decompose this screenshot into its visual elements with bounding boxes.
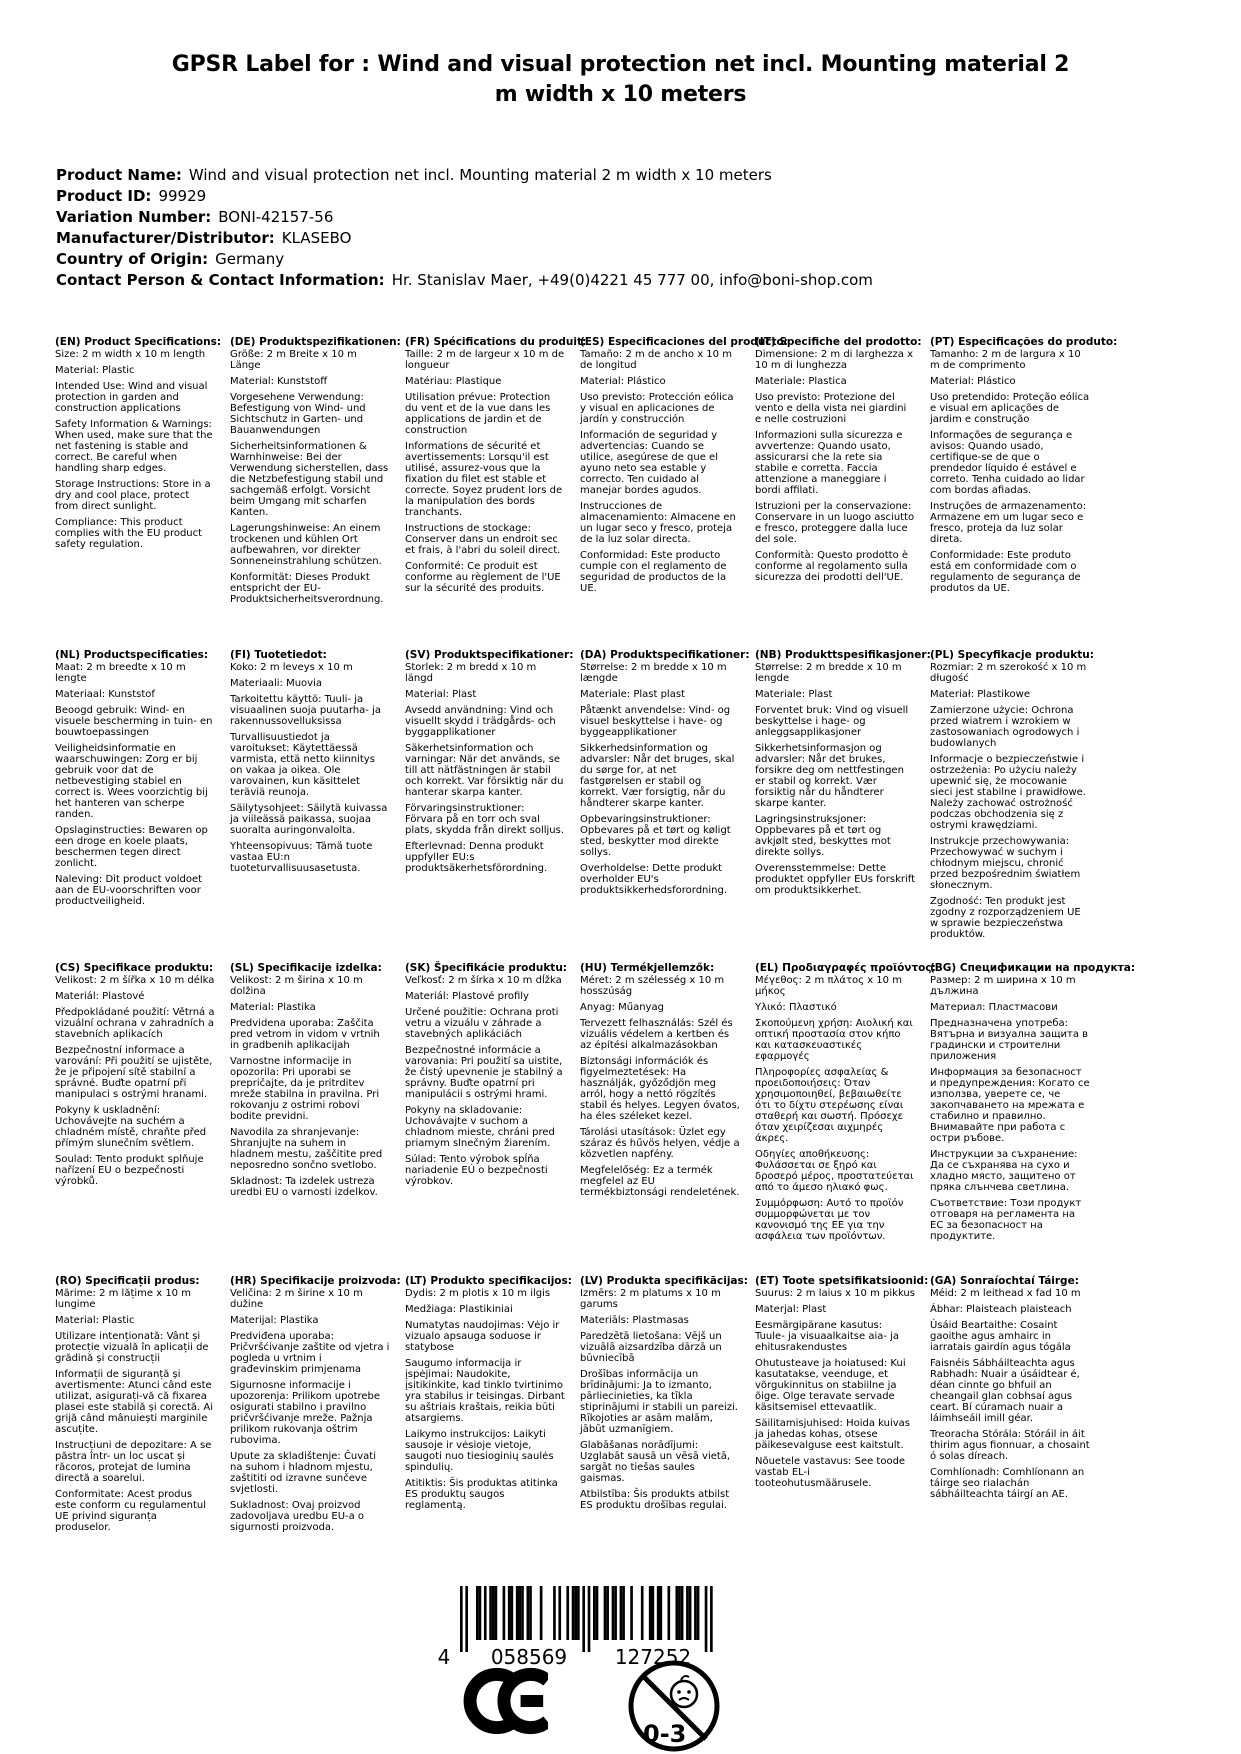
spec-paragraph: Storlek: 2 m bredd x 10 m längd (405, 662, 537, 684)
spec-paragraph: Eesmärgipärane kasutus: Tuule- ja visuaalkaitse aia- ja ehitusrakendustes (755, 1320, 900, 1353)
spec-paragraph: Informații de siguranță și avertismente: Atunci când este utilizat, asigurați-vă că fixarea plasei este stabilă și corectă. Ai grijă când mânuiești marginile ascuțite. (55, 1369, 214, 1435)
spec-paragraph: Faisnéis Sábháilteachta agus Rabhadh: Nuair a úsáidtear é, déan cinnte go bhfuil an cheangail glan cobhsaí agus ceart. Bí cúramach nuair a láimhseáil imill géar. (930, 1358, 1080, 1424)
spec-paragraph: Comhlíonadh: Comhlíonann an táirge seo rialachán sábháilteachta táirgí an AE. (930, 1467, 1085, 1500)
language-block-pt (930, 336, 1118, 599)
spec-paragraph: Υλικό: Πλαστικό (755, 1002, 837, 1013)
spec-paragraph: Opslaginstructies: Bewaren op een droge en koele plaats, beschermen tegen direct zonlicht. (55, 825, 208, 869)
contact-label: Contact Person & Contact Information: (56, 271, 385, 289)
spec-paragraph: Instruções de armazenamento: Armazene em um lugar seco e fresco, proteja da luz solar direta. (930, 501, 1087, 545)
spec-paragraph: Información de seguridad y advertencias: Cuando se utilice, asegúrese de que el ayuno neto sea estable y correcto. Ten cuidado al manejar bordes agudos. (580, 430, 718, 496)
spec-paragraph: Material: Plastic (55, 365, 135, 376)
spec-paragraph: Nõuetele vastavus: See toode vastab EL-i tooteohutusmäärusele. (755, 1456, 906, 1489)
spec-paragraph: Veličina: 2 m širine x 10 m dužine (230, 1288, 363, 1310)
language-block-et (755, 1275, 929, 1494)
spec-paragraph: Paredzētā lietošana: Vējš un vizuālā aizsardzība dārzā un būvniecībā (580, 1331, 722, 1364)
spec-paragraph: Materiale: Plast plast (580, 689, 685, 700)
language-block-hr (230, 1275, 401, 1538)
spec-paragraph: Sikkerhetsinformasjon og advarsler: Når det brukes, forsikre deg om nettfestingen er stabil og korrekt. Vær forsiktig når du håndterer skarpe kanter. (755, 743, 904, 809)
country-of-origin-label: Country of Origin: (56, 250, 209, 268)
spec-paragraph: Säilitamisjuhised: Hoida kuivas ja jahedas kohas, otsese päikesevalguse eest kaitstult. (755, 1418, 911, 1451)
spec-paragraph: Predvidena uporaba: Zaščita pred vetrom in vidom v vrtnih in gradbenih aplikacijah (230, 1018, 380, 1051)
spec-paragraph: Uso previsto: Protezione del vento e della vista nei giardini e nelle costruzioni (755, 392, 907, 425)
page-title: GPSR Label for : Wind and visual protection net incl. Mounting material 2 m width x 10 meters (171, 52, 1070, 107)
spec-paragraph: Veiligheidsinformatie en waarschuwingen: Zorg er bij gebruik voor dat de netbevestiging stabiel en correct is. Wees voorzichtig bij het hanteren van scherpe randen. (55, 743, 208, 820)
spec-paragraph: Numatytas naudojimas: Vėjo ir vizualo apsauga soduose ir statybose (405, 1320, 560, 1353)
language-block-el (755, 962, 936, 1247)
manufacturer-row (56, 228, 873, 249)
spec-paragraph: Материал: Пластмасови (930, 1002, 1058, 1013)
spec-paragraph: Materiale: Plastica (755, 376, 847, 387)
spec-paragraph: Bezpečnostné informácie a varovania: Pri použití sa uistite, že čistý upevnenie je stabilný a správny. Buďte opatrní pri manipulácii s ostrými hrami. (405, 1045, 563, 1100)
spec-paragraph: Méid: 2 m leithead x fad 10 m (930, 1288, 1081, 1299)
spec-paragraph: Säkerhetsinformation och varningar: När det används, se till att nätfästningen är stabil och korrekt. Var försiktig när du hanterar skarpa kanter. (405, 743, 564, 798)
spec-paragraph: Informações de segurança e avisos: Quando usado, certifique-se de que o prendedor líquido é estável e correto. Tenha cuidado ao lidar com bordas afiadas. (930, 430, 1085, 496)
spec-paragraph: Conformidade: Este produto está em conformidade com o regulamento de segurança de produtos da UE. (930, 550, 1081, 594)
language-block-sv (405, 649, 574, 879)
product-name-row (56, 165, 873, 186)
country-of-origin-row (56, 249, 873, 270)
spec-paragraph: Velikost: 2 m šířka x 10 m délka (55, 975, 215, 986)
spec-paragraph: Súlad: Tento výrobok spĺňa nariadenie EÚ o bezpečnosti výrobkov. (405, 1154, 548, 1187)
spec-paragraph: Instrucciones de almacenamiento: Almacene en un lugar seco y fresco, proteja de la luz solar directa. (580, 501, 736, 545)
spec-paragraph: Ábhar: Plaisteach plaisteach (930, 1304, 1072, 1315)
spec-paragraph: Tárolási utasítások: Üzlet egy száraz és hűvös helyen, védje a közvetlen napfény. (580, 1127, 740, 1160)
manufacturer-label: Manufacturer/Distributor: (56, 229, 275, 247)
spec-paragraph: Overholdelse: Dette produkt overholder EU's produktsikkerhedsforordning. (580, 863, 728, 896)
spec-paragraph: Material: Plastika (230, 1002, 316, 1013)
variation-number-label: Variation Number: (56, 208, 212, 226)
spec-paragraph: Glabāšanas norādījumi: Uzglabāt sausā un vēsā vietā, sargāt no tiešas saules gaismas. (580, 1440, 731, 1484)
spec-paragraph: Safety Information & Warnings: When used, make sure that the net fastening is stable and correct. Be careful when handling sharp edges. (55, 419, 213, 474)
spec-paragraph: Μέγεθος: 2 m πλάτος x 10 m μήκος (755, 975, 902, 997)
spec-paragraph: Atbilstība: Šis produkts atbilst ES produktu drošības regulai. (580, 1489, 730, 1511)
spec-paragraph: Drošības informācija un brīdinājumi: Ja to izmanto, pārliecinieties, ka tīkla stiprinājumi ir stabili un pareizi. Rīkojoties ar asām malām, jābūt uzmanīgiem. (580, 1369, 738, 1435)
spec-paragraph: Sukladnost: Ovaj proizvod zadovoljava uredbu EU-a o sigurnosti proizvoda. (230, 1500, 365, 1533)
barcode-left-digits: 058569 (490, 1645, 568, 1669)
language-heading: (IT) Specifiche del prodotto: (755, 336, 922, 348)
spec-paragraph: Uso pretendido: Proteção eólica e visual em aplicações de jardim e construção (930, 392, 1090, 425)
spec-paragraph: Předpokládané použití: Větrná a vizuální ochrana v zahradních a stavebních aplikacích (55, 1007, 215, 1040)
spec-paragraph: Velikost: 2 m širina x 10 m dolžina (230, 975, 363, 997)
spec-paragraph: Lagringsinstruksjoner: Oppbevares på et tørt og avkjølt sted, beskyttes mot direkte sollys. (755, 814, 891, 858)
spec-paragraph: Conformità: Questo prodotto è conforme al regolamento sulla sicurezza dei prodotti dell'UE. (755, 550, 909, 583)
spec-paragraph: Tamanho: 2 m de largura x 10 m de comprimento (930, 349, 1081, 371)
spec-paragraph: Tamaño: 2 m de ancho x 10 m de longitud (580, 349, 732, 371)
spec-paragraph: Suurus: 2 m laius x 10 m pikkus (755, 1288, 915, 1299)
spec-paragraph: Varnostne informacije in opozorila: Pri uporabi se prepričajte, da je pritrditev mreže stabilna in pravilna. Pri rokovanju z ostrimi robovi bodite previdni. (230, 1056, 380, 1122)
language-block-ga (930, 1275, 1090, 1505)
language-heading: (CS) Specifikace produktu: (55, 962, 214, 974)
spec-paragraph: Sigurnosne informacije i upozorenja: Prilikom upotrebe osigurati stabilno i pravilno pričvršćivanje mreže. Pažnja prilikom rukovanja oštrim rubovima. (230, 1380, 381, 1446)
product-id-label: Product ID: (56, 187, 152, 205)
spec-paragraph: Material: Plastic (55, 1315, 135, 1326)
spec-paragraph: Οδηγίες αποθήκευσης: Φυλάσσεται σε ξηρό και δροσερό μέρος, προστατεύεται από το άμεσο ηλιακό φως. (755, 1149, 914, 1193)
spec-paragraph: Zgodność: Ten produkt jest zgodny z rozporządzeniem UE w sprawie bezpieczeństwa produktów. (930, 896, 1081, 940)
product-name-value: Wind and visual protection net incl. Mounting material 2 m width x 10 meters (188, 166, 772, 184)
spec-paragraph: Turvallisuustiedot ja varoitukset: Käytettäessä varmista, että netto kiinnitys on vakaa ja oikea. Ole varovainen, kun käsittelet teräviä reunoja. (230, 732, 375, 798)
spec-paragraph: Информация за безопасност и предупреждения: Когато се използва, уверете се, че закопчаването на мрежата е стабилно и правилно. Внимавайте при работа с остри ръбове. (930, 1067, 1090, 1144)
language-heading: (LT) Produkto specifikacijos: (405, 1275, 572, 1287)
spec-paragraph: Material: Plástico (580, 376, 666, 387)
spec-paragraph: Conformitate: Acest produs este conform cu regulamentul UE privind siguranța produselor. (55, 1489, 206, 1533)
spec-paragraph: Informazioni sulla sicurezza e avvertenze: Quando usato, assicurarsi che la rete sia stabile e corretta. Faccia attenzione a maneggiare i bordi affilati. (755, 430, 903, 496)
spec-paragraph: Størrelse: 2 m bredde x 10 m lengde (755, 662, 902, 684)
spec-paragraph: Opbevaringsinstruktioner: Opbevares på et tørt og køligt sted, beskytter mod direkte sollys. (580, 814, 731, 858)
language-block-fr (405, 336, 587, 599)
language-heading: (HR) Specifikacije proizvoda: (230, 1275, 401, 1287)
spec-paragraph: Méret: 2 m szélesség x 10 m hosszúság (580, 975, 725, 997)
spec-paragraph: Naleving: Dit product voldoet aan de EU-voorschriften voor productveiligheid. (55, 874, 203, 907)
spec-paragraph: Taille: 2 m de largeur x 10 m de longueur (405, 349, 565, 371)
language-block-lt (405, 1275, 572, 1516)
spec-paragraph: Materiaal: Kunststof (55, 689, 155, 700)
spec-paragraph: Určené použitie: Ochrana proti vetru a vizuálu v záhrade a stavebných aplikáciách (405, 1007, 559, 1040)
spec-paragraph: Material: Plast (405, 689, 477, 700)
baby-face-icon (671, 1681, 697, 1707)
barcode-lead-digit: 4 (437, 1645, 451, 1669)
language-heading: (SV) Produktspecifikationer: (405, 649, 574, 661)
spec-paragraph: Materiál: Plastové profily (405, 991, 529, 1002)
language-block-ro (55, 1275, 215, 1538)
language-heading: (EL) Προδιαγραφές προϊόντος: (755, 962, 936, 974)
age-range-text: 0-3 (643, 1720, 687, 1748)
language-heading: (SL) Specifikacije izdelka: (230, 962, 382, 974)
spec-paragraph: Compliance: This product complies with the EU product safety regulation. (55, 517, 203, 550)
country-of-origin-value: Germany (215, 250, 285, 268)
spec-paragraph: Säilytysohjeet: Säilytä kuivassa ja viileässä paikassa, suojaa suoralta auringonvalolta. (230, 803, 388, 836)
spec-paragraph: Съответствие: Този продукт отговаря на регламента на ЕС за безопасност на продуктите. (930, 1198, 1082, 1242)
spec-paragraph: Conformidad: Este producto cumple con el reglamento de seguridad de productos de la UE. (580, 550, 727, 594)
spec-paragraph: Saugumo informacija ir įspėjimai: Naudokite, įsitikinkite, kad tinklo tvirtinimo yra stabilus ir teisingas. Dirbant su aštriais kraštais, reikia būti atsargiems. (405, 1358, 565, 1424)
spec-paragraph: Rozmiar: 2 m szerokość x 10 m długość (930, 662, 1087, 684)
spec-paragraph: Materiale: Plast (755, 689, 833, 700)
language-heading: (FR) Spécifications du produit: (405, 336, 587, 348)
spec-paragraph: Σκοπούμενη χρήση: Αιολική και οπτική προστασία στον κήπο και κατασκευαστικές εφαρμογές (755, 1018, 913, 1062)
spec-paragraph: Treoracha Stórála: Stóráil in áit thirim agus fionnuar, a chosaint ó solas díreach. (930, 1429, 1090, 1462)
spec-paragraph: Upute za skladištenje: Čuvati na suhom i hladnom mjestu, zaštititi od izravne sunčeve svjetlosti. (230, 1451, 377, 1495)
spec-paragraph: Medžiaga: Plastikiniai (405, 1304, 513, 1315)
language-heading: (GA) Sonraíochtaí Táirge: (930, 1275, 1079, 1287)
language-block-es (580, 336, 788, 599)
spec-paragraph: Uso previsto: Protección eólica y visual en aplicaciones de jardín y construcción (580, 392, 734, 425)
spec-paragraph: Utilizare intenționată: Vânt și protecție vizuală în aplicații de grădină și construcții (55, 1331, 209, 1364)
spec-paragraph: Materijal: Plastika (230, 1315, 319, 1326)
language-block-nl (55, 649, 215, 912)
language-heading: (PT) Especificações do produto: (930, 336, 1118, 348)
spec-paragraph: Size: 2 m width x 10 m length (55, 349, 206, 360)
spec-paragraph: Instructions de stockage: Conserver dans un endroit sec et frais, à l'abri du soleil direct. (405, 523, 561, 556)
language-block-en (55, 336, 222, 555)
spec-paragraph: Bezpečnostní informace a varování: Při použití se ujistěte, že je připojení sítě stabilní a správné. Buďte opatrní při manipulaci s ostrými hranami. (55, 1045, 213, 1100)
spec-paragraph: Mărime: 2 m lățime x 10 m lungime (55, 1288, 191, 1310)
spec-paragraph: Pokyny k uskladnění: Uchovávejte na suchém a chladném místě, chraňte před přímým slunečním světlem. (55, 1105, 207, 1149)
spec-paragraph: Yhteensopivuus: Tämä tuote vastaa EU:n tuoteturvallisuusasetusta. (230, 841, 373, 874)
spec-paragraph: Größe: 2 m Breite x 10 m Länge (230, 349, 357, 371)
spec-paragraph: Istruzioni per la conservazione: Conservare in un luogo asciutto e fresco, proteggere dalla luce del sole. (755, 501, 915, 545)
spec-paragraph: Συμμόρφωση: Αυτό το προϊόν συμμορφώνεται με τον κανονισμό της ΕΕ για την ασφάλεια των προϊόντων. (755, 1198, 904, 1242)
spec-paragraph: Megfelelőség: Ez a termék megfelel az EU termékbiztonsági rendeletének. (580, 1165, 740, 1198)
spec-paragraph: Soulad: Tento produkt splňuje nařízení EU o bezpečnosti výrobků. (55, 1154, 204, 1187)
spec-paragraph: Material: Kunststoff (230, 376, 328, 387)
language-heading: (ES) Especificaciones del producto: (580, 336, 788, 348)
spec-paragraph: Materiāls: Plastmasas (580, 1315, 689, 1326)
spec-paragraph: Materiał: Plastikowe (930, 689, 1030, 700)
spec-paragraph: Forventet bruk: Vind og visuell beskyttelse i hage- og anleggsapplikasjoner (755, 705, 909, 738)
spec-paragraph: Πληροφορίες ασφαλείας & προειδοποιήσεις: Όταν χρησιμοποιηθεί, βεβαιωθείτε ότι το δίχτυ στερέωσης είναι σταθερή και σωστή. Πρόσεχε όταν χειρίζεσαι αιχμηρές άκρες. (755, 1067, 904, 1144)
spec-paragraph: Informations de sécurité et avertissements: Lorsqu'il est utilisé, assurez-vous que la fixation du filet est stable et correcte. Soyez prudent lors de la manipulation des bords tranchants. (405, 441, 563, 518)
language-heading: (RO) Specificații produs: (55, 1275, 200, 1287)
spec-paragraph: Storage Instructions: Store in a dry and cool place, protect from direct sunlight. (55, 479, 211, 512)
language-heading: (DE) Produktspezifikationen: (230, 336, 401, 348)
contact-row (56, 270, 873, 291)
language-heading: (LV) Produkta specifikācijas: (580, 1275, 748, 1287)
language-heading: (EN) Product Specifications: (55, 336, 222, 348)
language-heading: (PL) Specyfikacje produktu: (930, 649, 1094, 661)
spec-paragraph: Materiaali: Muovia (230, 678, 322, 689)
spec-paragraph: Materjal: Plast (755, 1304, 827, 1315)
contact-value: Hr. Stanislav Maer, +49(0)4221 45 777 00, info@boni-shop.com (391, 271, 873, 289)
variation-number-row (56, 207, 873, 228)
language-block-bg (930, 962, 1136, 1247)
spec-paragraph: Materiál: Plastové (55, 991, 145, 1002)
spec-paragraph: Pokyny na skladovanie: Uchovávajte v suchom a chladnom mieste, chráni pred priamym slnečným žiarením. (405, 1105, 555, 1149)
spec-paragraph: Navodila za shranjevanje: Shranjujte na suhem in hladnem mestu, zaščitite pred neposredno sončno svetlobo. (230, 1127, 383, 1171)
language-heading: (NB) Produkttspesifikasjoner: (755, 649, 931, 661)
spec-paragraph: Størrelse: 2 m bredde x 10 m længde (580, 662, 727, 684)
language-block-sk (405, 962, 568, 1192)
spec-paragraph: Instrukcje przechowywania: Przechowywać w suchym i chłodnym miejscu, chronić przed bezpośrednim światłem słonecznym. (930, 836, 1081, 891)
spec-paragraph: Инструкции за съхранение: Да се съхранява на сухо и хладно място, защитено от пряка слънчева светлина. (930, 1149, 1078, 1193)
spec-paragraph: Размер: 2 m ширина x 10 m дължина (930, 975, 1076, 997)
language-block-lv (580, 1275, 748, 1516)
product-id-row (56, 186, 873, 207)
spec-paragraph: Intended Use: Wind and visual protection in garden and construction applications (55, 381, 208, 414)
spec-paragraph: Matériau: Plastique (405, 376, 502, 387)
language-block-it (755, 336, 922, 588)
language-block-de (230, 336, 401, 610)
age-warning-0-3-icon (626, 1658, 722, 1754)
spec-paragraph: Dydis: 2 m plotis x 10 m ilgis (405, 1288, 551, 1299)
spec-paragraph: Izmērs: 2 m platums x 10 m garums (580, 1288, 721, 1310)
spec-paragraph: Anyag: Műanyag (580, 1002, 664, 1013)
spec-paragraph: Tervezett felhasználás: Szél és vizuális védelem a kertben és az építési alkalmazásokban (580, 1018, 733, 1051)
spec-paragraph: Utilisation prévue: Protection du vent et de la vue dans les applications de jardin et de construction (405, 392, 551, 436)
spec-paragraph: Material: Plástico (930, 376, 1016, 387)
language-block-cs (55, 962, 215, 1192)
spec-paragraph: Predviđena uporaba: Pričvršćivanje zaštite od vjetra i pogleda u vrtnim i građevinskim primjenama (230, 1331, 390, 1375)
barcode-right-digits: 127252 (614, 1645, 692, 1669)
spec-paragraph: Konformität: Dieses Produkt entspricht der EU-Produktsicherheitsverordnung. (230, 572, 384, 605)
language-heading: (DA) Produktspecifikationer: (580, 649, 750, 661)
spec-paragraph: Beoogd gebruik: Wind- en visuele bescherming in tuin- en bouwtoepassingen (55, 705, 213, 738)
language-grid (55, 336, 1136, 1588)
language-block-sl (230, 962, 390, 1203)
language-block-nb (755, 649, 931, 901)
spec-paragraph: Overensstemmelse: Dette produktet oppfyller EUs forskrift om produktsikkerhet. (755, 863, 916, 896)
spec-paragraph: Ohutusteave ja hoiatused: Kui kasutatakse, veenduge, et võrgukinnitus on stabiilne ja õige. Olge teravate servade käsitsemisel ettevaatlik. (755, 1358, 906, 1413)
spec-paragraph: Vorgesehene Verwendung: Befestigung von Wind- und Sichtschutz in Garten- und Bauanwendungen (230, 392, 366, 436)
language-block-pl (930, 649, 1094, 945)
language-heading: (NL) Productspecificaties: (55, 649, 209, 661)
spec-paragraph: Laikymo instrukcijos: Laikyti sausoje ir vėsioje vietoje, saugoti nuo tiesioginių saulės spindulių. (405, 1429, 554, 1473)
language-block-fi (230, 649, 390, 879)
language-block-da (580, 649, 750, 901)
spec-paragraph: Biztonsági információk és figyelmeztetések: Ha használják, győződjön meg arról, hogy a nettó rögzítés stabil és helyes. Legyen óvatos, ha éles széleket kezel. (580, 1056, 740, 1122)
language-heading: (HU) Termékjellemzők: (580, 962, 715, 974)
language-heading: (ET) Toote spetsifikatsioonid: (755, 1275, 929, 1287)
spec-paragraph: Veľkosť: 2 m šírka x 10 m dĺžka (405, 975, 562, 986)
spec-paragraph: Atitiktis: Šis produktas atitinka ES produktų saugos reglamentą. (405, 1478, 558, 1511)
spec-paragraph: Efterlevnad: Denna produkt uppfyller EU:s produktsäkerhetsförordning. (405, 841, 548, 874)
language-heading: (BG) Спецификации на продукта: (930, 962, 1136, 974)
product-info-block (56, 165, 873, 291)
spec-paragraph: Sikkerhedsinformation og advarsler: Når det bruges, skal du sørge for, at net fastgørelsen er stabil og korrekt. Vær forsigtig, når du håndterer skarpe kanter. (580, 743, 735, 809)
product-id-value: 99929 (158, 187, 207, 205)
spec-paragraph: Förvaringsinstruktioner: Förvara på en torr och sval plats, skydda från direkt solljus. (405, 803, 565, 836)
spec-paragraph: Informacje o bezpieczeństwie i ostrzeżenia: Po użyciu należy upewnić się, że mocowanie sieci jest stabilne i prawidłowe. Należy zachować ostrożność podczas obchodzenia się z ostrymi krawędziami. (930, 754, 1086, 831)
language-heading: (FI) Tuotetiedot: (230, 649, 327, 661)
manufacturer-value: KLASEBO (281, 229, 352, 247)
language-heading: (SK) Špecifikácie produktu: (405, 962, 568, 974)
spec-paragraph: Skladnost: Ta izdelek ustreza uredbi EU o varnosti izdelkov. (230, 1176, 378, 1198)
spec-paragraph: Dimensione: 2 m di larghezza x 10 m di lunghezza (755, 349, 914, 371)
spec-paragraph: Avsedd användning: Vind och visuellt skydd i trädgårds- och byggapplikationer (405, 705, 556, 738)
ce-mark-icon (448, 1666, 548, 1736)
spec-paragraph: Sicherheitsinformationen & Warnhinweise: Bei der Verwendung sicherstellen, dass die Netzbefestigung stabil und sachgemäß erfolgt. Vorsicht beim Umgang mit scharfen Kanten. (230, 441, 389, 518)
spec-paragraph: Koko: 2 m leveys x 10 m (230, 662, 353, 673)
spec-paragraph: Conformité: Ce produit est conforme au règlement de l'UE sur la sécurité des produits. (405, 561, 561, 594)
variation-number-value: BONI-42157-56 (218, 208, 334, 226)
language-block-hu (580, 962, 740, 1203)
spec-paragraph: Instrucțiuni de depozitare: A se păstra într- un loc uscat și răcoros, protejat de lumina directă a soarelui. (55, 1440, 212, 1484)
spec-paragraph: Zamierzone użycie: Ochrona przed wiatrem i wzrokiem w zastosowaniach ogrodowych i budowlanych (930, 705, 1080, 749)
spec-paragraph: Lagerungshinweise: An einem trockenen und kühlen Ort aufbewahren, vor direkter Sonneneinstrahlung schützen. (230, 523, 382, 567)
spec-paragraph: Úsáid Beartaithe: Cosaint gaoithe agus amhairc in iarratais gairdín agus tógála (930, 1320, 1071, 1353)
spec-paragraph: Tarkoitettu käyttö: Tuuli- ja visuaalinen suoja puutarha- ja rakennussovelluksissa (230, 694, 381, 727)
product-name-label: Product Name: (56, 166, 182, 184)
spec-paragraph: Maat: 2 m breedte x 10 m lengte (55, 662, 186, 684)
spec-paragraph: Предназначена употреба: Вятърна и визуална защита в градински и строителни приложения (930, 1018, 1089, 1062)
spec-paragraph: Påtænkt anvendelse: Vind- og visuel beskyttelse i have- og byggeapplikationer (580, 705, 731, 738)
